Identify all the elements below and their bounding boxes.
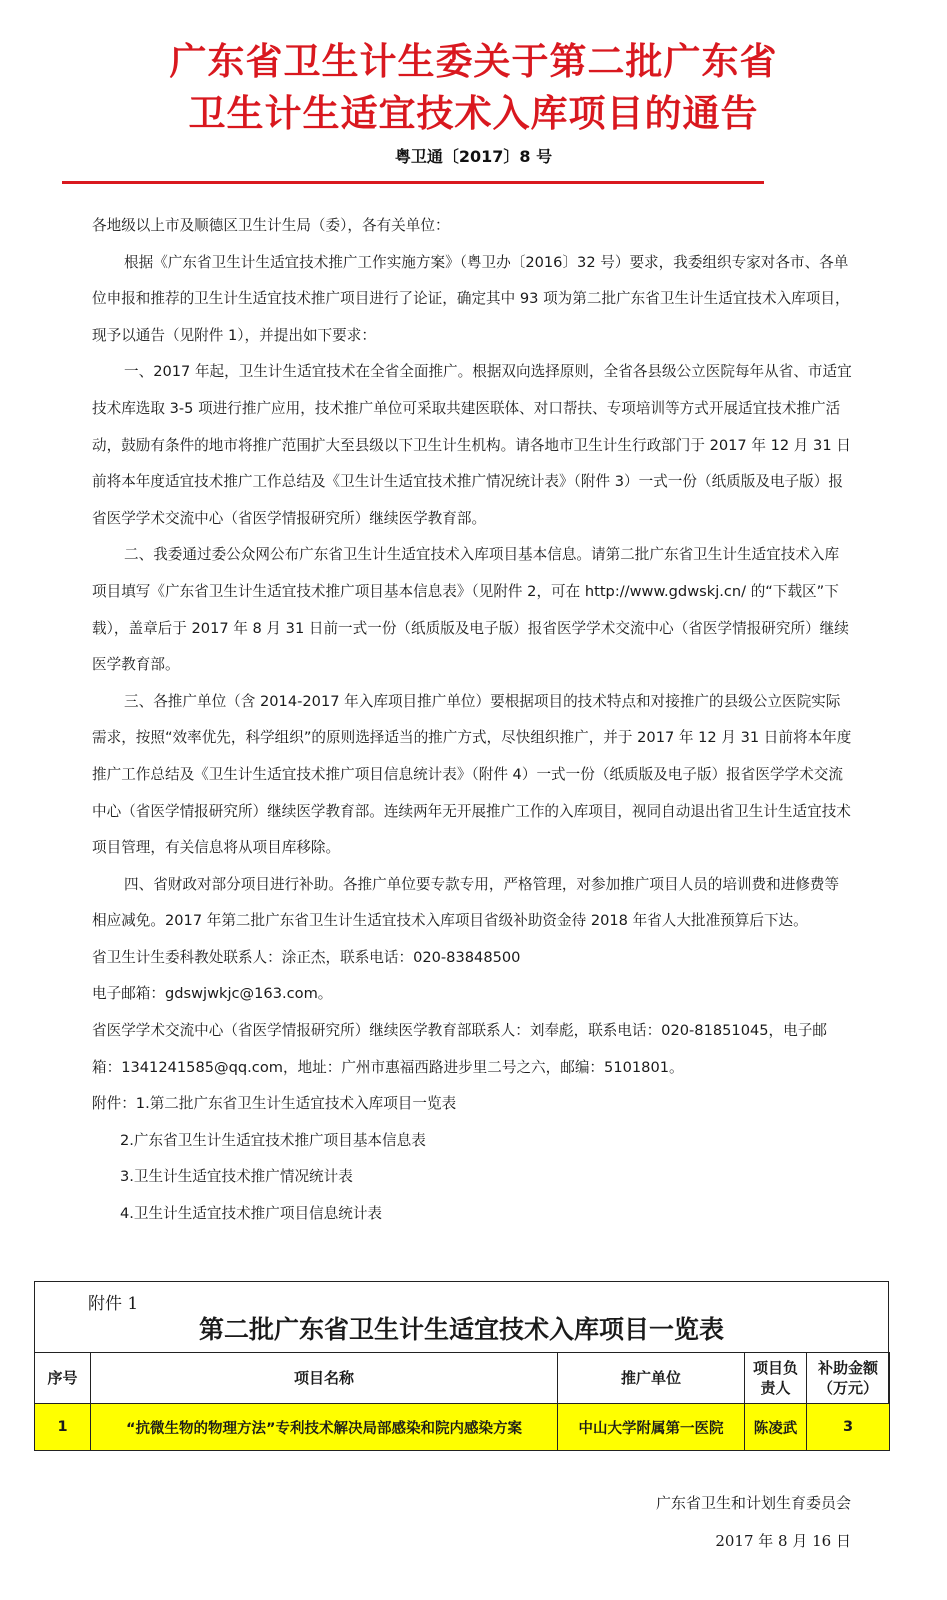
email-line: 电子邮箱：gdswjwkjc@163.com。 [92,985,333,1003]
document-number: 粤卫通〔2017〕8 号 [394,147,553,166]
annex-title: 第二批广东省卫生计生适宜技术入库项目一览表 [198,1315,724,1344]
cell-subsidy: 3 [807,1404,890,1451]
issue-date: 2017 年 8 月 16 日 [715,1532,851,1550]
column-header-index: 序号 [35,1353,91,1404]
cell-lead: 陈凌武 [745,1404,807,1451]
column-header-project-name: 项目名称 [91,1353,558,1404]
red-divider-line [62,181,764,184]
document-title-line2: 卫生计生适宜技术入库项目的通告 [188,92,759,135]
column-header-lead: 项目负责人 [745,1353,807,1404]
attachment-item: 3.卫生计生适宜技术推广情况统计表 [120,1168,353,1186]
attachment-item: 附件：1.第二批广东省卫生计生适宜技术入库项目一览表 [92,1095,457,1113]
intro-paragraph: 根据《广东省卫生计生适宜技术推广工作实施方案》（粤卫办〔2016〕32 号）要求，我委组织专家对各市、各单位申报和推荐的卫生计生适宜技术推广项目进行了论证，确定其中 93 项为第二批广东省卫生计生适宜技术入库项目，现予以通告（见附件 1），并提出如下要求： [92,253,850,344]
document-body [92,208,852,1233]
contact-line-1: 省卫生计生委科教处联系人：涂正杰，联系电话：020-83848500 [92,948,521,966]
attachment-item: 4.卫生计生适宜技术推广项目信息统计表 [120,1205,383,1223]
contact-line-2: 省医学学术交流中心（省医学情报研究所）继续医学教育部联系人：刘奉彪，联系电话：020-81851045，电子邮箱：1341241585@qq.com，地址：广州市惠福西路进步里二号之六，邮编：5101801。 [92,1022,827,1076]
cell-unit: 中山大学附属第一医院 [558,1404,745,1451]
column-header-unit: 推广单位 [558,1353,745,1404]
document-title-line1: 广东省卫生计生委关于第二批广东省 [169,40,778,83]
table-row [35,1404,890,1451]
cell-index: 1 [35,1404,91,1451]
salutation: 各地级以上市及顺德区卫生计生局（委），各有关单位： [92,217,450,234]
requirement-4: 四、省财政对部分项目进行补助。各推广单位要专款专用，严格管理，对参加推广项目人员的培训费和进修费等相应减免。2017 年第二批广东省卫生计生适宜技术入库项目省级补助资金待 2018 年省人大批准预算后下达。 [92,875,840,930]
annex-label: 附件 1 [88,1294,139,1314]
requirement-2: 二、我委通过委公众网公布广东省卫生计生适宜技术入库项目基本信息。请第二批广东省卫生计生适宜技术入库项目填写《广东省卫生计生适宜技术推广项目基本信息表》（见附件 2，可在 http://www.gdwskj.cn/ 的“下载区”下载），盖章后于 2017 年 8 月 31 日前一式一份（纸质版及电子版）报省医学学术交流中心（省医学情报研究所）继续医学教育部。 [92,546,849,674]
attachment-item: 2.广东省卫生计生适宜技术推广项目基本信息表 [120,1131,426,1149]
table-header-row [35,1353,890,1404]
issuer-signature: 广东省卫生和计划生育委员会 [655,1494,851,1512]
cell-project-name: “抗微生物的物理方法”专利技术解决局部感染和院内感染方案 [91,1404,558,1451]
column-header-subsidy: 补助金额（万元） [807,1353,890,1404]
project-list-table [34,1352,890,1451]
requirement-3: 三、各推广单位（含 2014-2017 年入库项目推广单位）要根据项目的技术特点和对接推广的县级公立医院实际需求，按照“效率优先，科学组织”的原则选择适当的推广方式，尽快组织推广，并于 2017 年 12 月 31 日前将本年度推广工作总结及《卫生计生适宜技术推广项目信息统计表》（附件 4）一式一份（纸质版及电子版）报省医学学术交流中心（省医学情报研究所）继续医学教育部。连续两年无开展推广工作的入库项目，视同自动退出省卫生计生适宜技术项目管理，有关信息将从项目库移除。 [92,692,852,857]
requirement-1: 一、2017 年起，卫生计生适宜技术在全省全面推广。根据双向选择原则，全省各县级公立医院每年从省、市适宜技术库选取 3-5 项进行推广应用，技术推广单位可采取共建医联体、对口帮扶、专项培训等方式开展适宜技术推广活动，鼓励有条件的地市将推广范围扩大至县级以下卫生计生机构。请各地市卫生计生行政部门于 2017 年 12 月 31 日前将本年度适宜技术推广工作总结及《卫生计生适宜技术推广情况统计表》（附件 3）一式一份（纸质版及电子版）报省医学学术交流中心（省医学情报研究所）继续医学教育部。 [92,363,852,527]
